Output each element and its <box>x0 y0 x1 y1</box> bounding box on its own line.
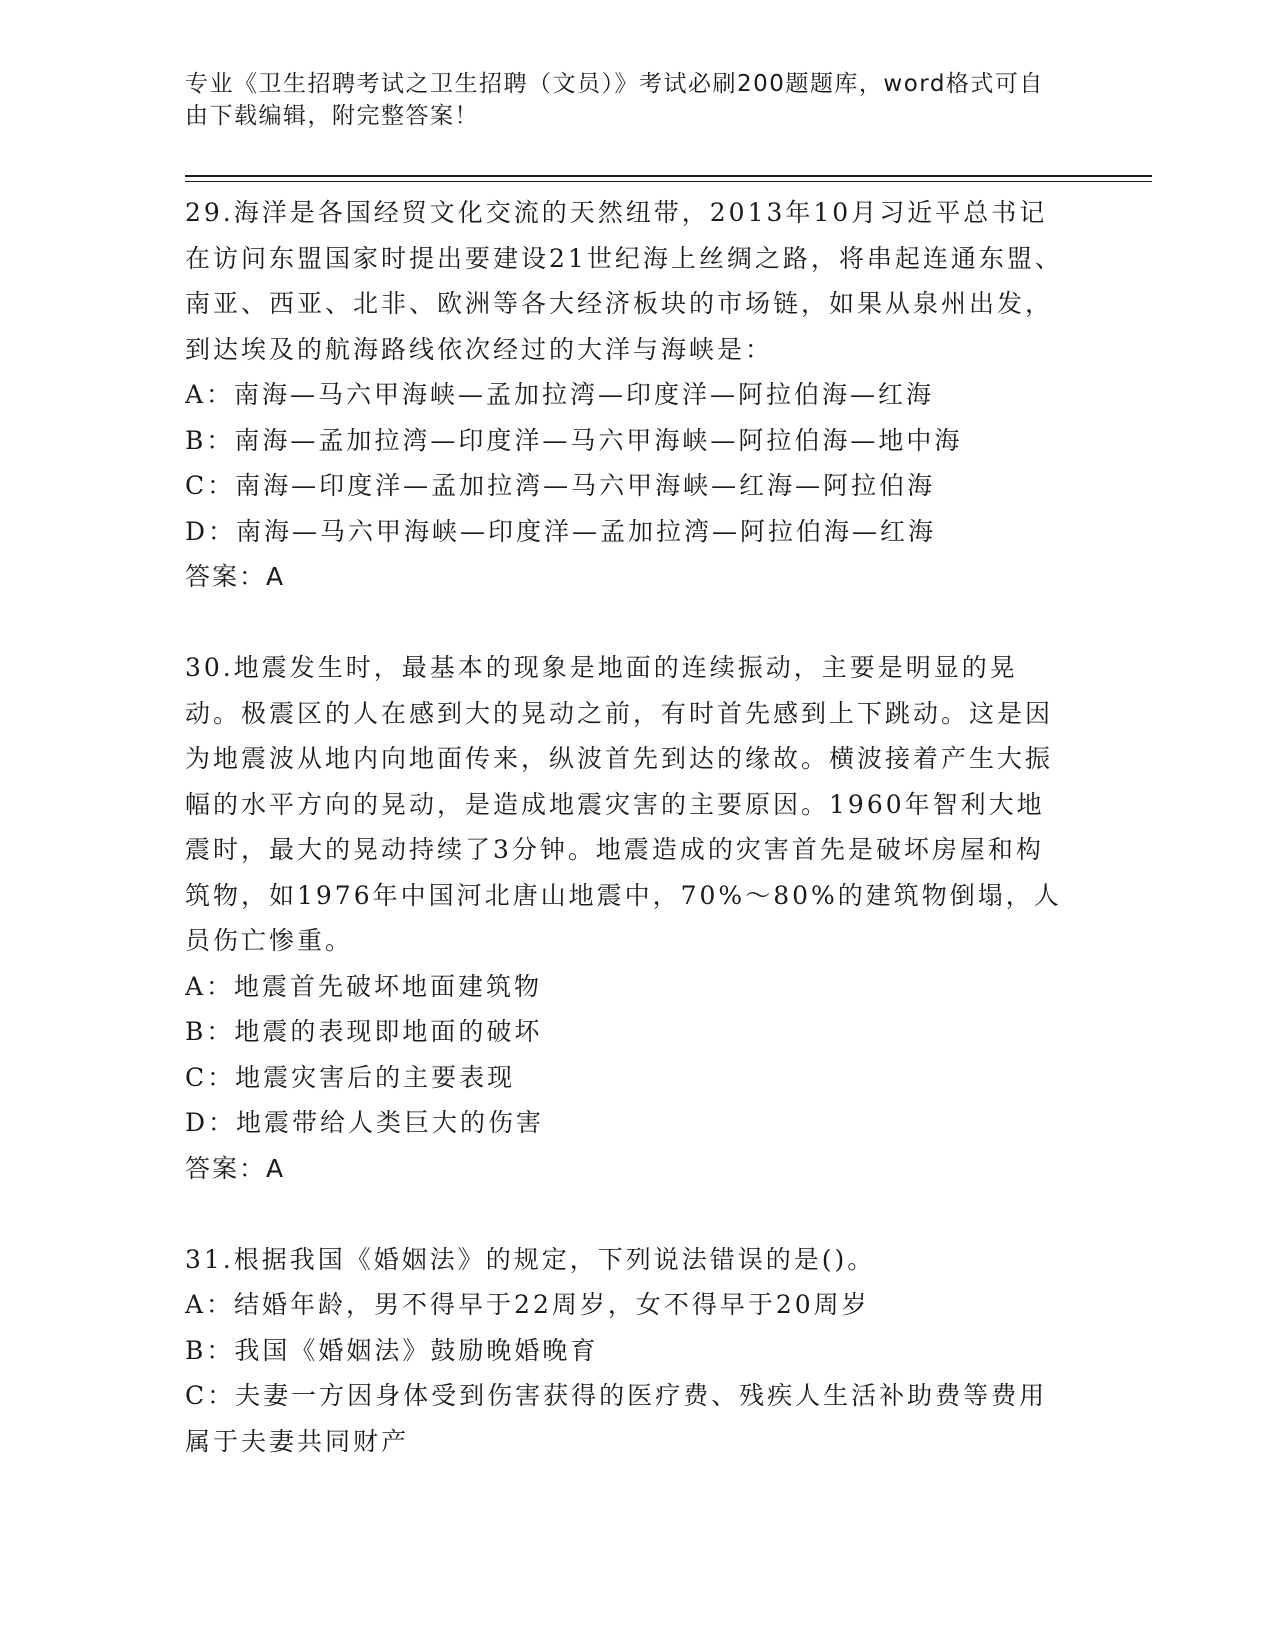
header-divider-thin <box>185 181 1152 182</box>
option-a: A：南海—马六甲海峡—孟加拉湾—印度洋—阿拉伯海—红海 <box>185 380 935 409</box>
answer: 答案：A <box>185 562 286 591</box>
answer: 答案：A <box>185 1153 286 1183</box>
option-c: C：夫妻一方因身体受到伤害获得的医疗费、残疾人生活补助费等费用属于夫妻共同财产 <box>185 1381 1048 1456</box>
spacer <box>185 1191 1070 1237</box>
page-header <box>185 68 1065 132</box>
option-c: C：南海—印度洋—孟加拉湾—马六甲海峡—红海—阿拉伯海 <box>185 471 936 500</box>
question-stem: 29.海洋是各国经贸文化交流的天然纽带，2013年10月习近平总书记在访问东盟国家时提出要建设21世纪海上丝绸之路，将串起连通东盟、南亚、西亚、北非、欧洲等各大经济板块的市场链，如果从泉州出发，到达埃及的航海路线依次经过的大洋与海峡是： <box>185 198 1063 364</box>
question-31 <box>185 1237 1070 1465</box>
option-b: B：我国《婚姻法》鼓励晚婚晚育 <box>185 1335 599 1365</box>
spacer <box>185 600 1070 646</box>
question-list <box>185 190 1070 1464</box>
option-b: B：地震的表现即地面的破坏 <box>185 1017 543 1046</box>
question-30 <box>185 645 1070 1191</box>
option-d: D：地震带给人类巨大的伤害 <box>185 1108 545 1137</box>
header-divider-thick <box>185 175 1152 177</box>
header-line-1: 专业《卫生招聘考试之卫生招聘（文员）》考试必刷200题题库，word格式可自 <box>185 71 1044 97</box>
option-a: A：地震首先破坏地面建筑物 <box>185 971 543 1001</box>
question-29 <box>185 190 1070 600</box>
question-stem: 31.根据我国《婚姻法》的规定，下列说法错误的是()。 <box>185 1244 876 1274</box>
option-d: D：南海—马六甲海峡—印度洋—孟加拉湾—阿拉伯海—红海 <box>185 516 937 546</box>
option-a: A：结婚年龄，男不得早于22周岁，女不得早于20周岁 <box>185 1290 870 1319</box>
option-c: C：地震灾害后的主要表现 <box>185 1062 516 1092</box>
question-stem: 30.地震发生时，最基本的现象是地面的连续振动，主要是明显的晃动。极震区的人在感到大的晃动之前，有时首先感到上下跳动。这是因为地震波从地内向地面传来，纵波首先到达的缘故。横波接着产生大振幅的水平方向的晃动，是造成地震灾害的主要原因。1960年智利大地震时，最大的晃动持续了3分钟。地震造成的灾害首先是破坏房屋和构筑物，如1976年中国河北唐山地震中，70%～80%的建筑物倒塌，人员伤亡惨重。 <box>185 653 1062 955</box>
header-line-2: 由下载编辑，附完整答案！ <box>185 103 479 129</box>
option-b: B：南海—孟加拉湾—印度洋—马六甲海峡—阿拉伯海—地中海 <box>185 425 963 455</box>
